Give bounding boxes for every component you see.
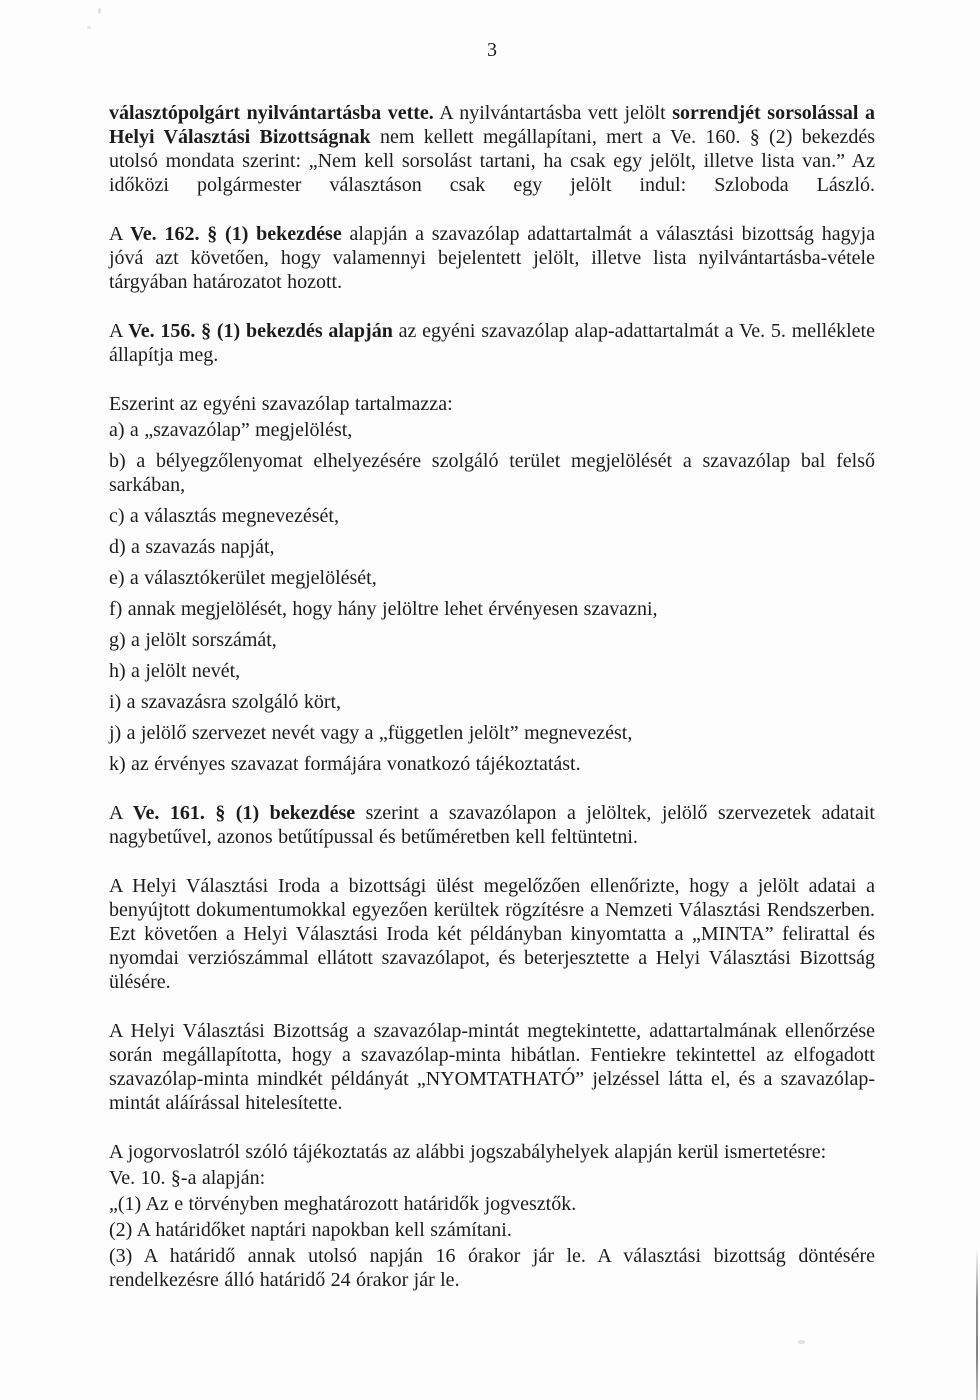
- list-item-10: [109, 628, 875, 652]
- text-run: f) annak megjelölését, hogy hány jelöltre lehet érvényesen szavazni,: [109, 598, 658, 620]
- text-run: d) a szavazás napját,: [109, 536, 275, 558]
- list-item-11: [109, 659, 875, 683]
- text-run: A: [109, 320, 129, 342]
- text-run: (3) A határidő annak utolsó napján 16 órakor jár le. A választási bizottság döntésére rendelkezésre álló határidő 24 órakor jár le.: [109, 1245, 875, 1291]
- bold-text-run: Ve. 161. § (1) bekezdése: [132, 802, 356, 824]
- text-line-4: [109, 418, 875, 442]
- paragraph-2: [109, 319, 875, 367]
- page-number: 3: [487, 39, 497, 61]
- list-item-5: [109, 449, 875, 497]
- text-run: a) a „szavazólap” megjelölést,: [109, 419, 353, 441]
- bold-text-run: sorrendjét sorsolással a Helyi Választási Bizottságnak: [109, 102, 875, 148]
- list-item-14: [109, 752, 875, 776]
- text-run: i) a szavazásra szolgáló kört,: [109, 691, 342, 713]
- text-run: g) a jelölt sorszámát,: [109, 629, 277, 651]
- text-line-18: [109, 1140, 875, 1164]
- document-body: [109, 101, 875, 1292]
- bold-text-run: választópolgárt nyilvántartásba vette.: [109, 102, 434, 124]
- text-run: az egyéni szavazólap alap-adattartalmát a Ve. 5. melléklete állapítja meg.: [109, 320, 875, 366]
- scan-speck-artifact: [87, 26, 91, 29]
- text-run: h) a jelölt nevét,: [109, 660, 241, 682]
- text-run: nem kellett megállapítani, mert a Ve. 160. § (2) bekezdés utolsó mondata szerint: „Nem kell sorsolást tartani, ha csak egy jelölt, illetve lista van.” Az időközi polgármester választáson csak egy jelölt indul: Szloboda László.: [109, 126, 875, 196]
- text-run: A Helyi Választási Bizottság a szavazólap-mintát megtekintette, adattartalmának ellenőrzése során megállapította, hogy a szavazólap-minta hibátlan. Fentiekre tekintettel az elfogadott szavazólap-minta mindkét példányát „NYOMTATHATÓ” jelzéssel látta el, és a szavazólap-mintát aláírással hitelesítette.: [109, 1020, 875, 1114]
- paragraph-22: [109, 1244, 875, 1292]
- scan-smudge-artifact: [798, 1340, 805, 1344]
- text-run: „(1) Az e törvényben meghatározott határidők jogvesztők.: [109, 1193, 577, 1215]
- scan-edge-artifact: [976, 1248, 978, 1400]
- list-item-8: [109, 566, 875, 590]
- text-run: A jogorvoslatról szóló tájékoztatás az alábbi jogszabályhelyek alapján kerül ismertetésre:: [109, 1141, 827, 1163]
- text-run: A: [109, 223, 131, 245]
- text-run: e) a választókerület megjelölését,: [109, 567, 377, 589]
- paragraph-15: [109, 801, 875, 849]
- text-run: A Helyi Választási Iroda a bizottsági ülést megelőzően ellenőrizte, hogy a jelölt adatai a benyújtott dokumentumokkal egyezően kerültek rögzítésre a Nemzeti Választási Rendszerben. Ezt követően a Helyi Választási Iroda két példányban kinyomtatta a „MINTA” felirattal és nyomdai verziószámmal ellátott szavazólapot, és beterjesztette a Helyi Választási Bizottság ülésére.: [109, 875, 875, 993]
- text-run: A nyilvántartásba vett jelölt: [433, 102, 673, 124]
- paragraph-16: [109, 874, 875, 994]
- text-line-20: [109, 1192, 875, 1216]
- text-run: Ve. 10. §-a alapján:: [109, 1167, 266, 1189]
- paragraph-17: [109, 1019, 875, 1115]
- text-run: b) a bélyegzőlenyomat elhelyezésére szolgáló terület megjelölését a szavazólap bal felső sarkában,: [109, 450, 875, 496]
- list-item-7: [109, 535, 875, 559]
- text-run: j) a jelölő szervezet nevét vagy a „független jelölt” megnevezést,: [109, 722, 633, 744]
- text-run: Eszerint az egyéni szavazólap tartalmazza:: [109, 393, 453, 415]
- text-line-19: [109, 1166, 875, 1190]
- bold-text-run: Ve. 162. § (1) bekezdése: [130, 223, 342, 245]
- list-item-13: [109, 721, 875, 745]
- text-line-3: [109, 392, 875, 416]
- text-run: (2) A határidőket naptári napokban kell számítani.: [109, 1219, 512, 1241]
- bold-text-run: Ve. 156. § (1) bekezdés alapján: [128, 320, 393, 342]
- list-item-9: [109, 597, 875, 621]
- text-line-21: [109, 1218, 875, 1242]
- text-run: k) az érvényes szavazat formájára vonatkozó tájékoztatást.: [109, 753, 581, 775]
- text-run: alapján a szavazólap adattartalmát a választási bizottság hagyja jóvá azt követően, hogy valamennyi bejelentett jelölt, illetve lista nyilvántartásba-vétele tárgyában határozatot hozott.: [109, 223, 875, 293]
- list-item-12: [109, 690, 875, 714]
- paragraph-1: [109, 222, 875, 294]
- text-run: szerint a szavazólapon a jelöltek, jelölő szervezetek adatait nagybetűvel, azonos betűtípussal és betűméretben kell feltüntetni.: [109, 802, 875, 848]
- paragraph-0: [109, 101, 875, 197]
- text-run: A: [109, 802, 133, 824]
- text-run: c) a választás megnevezését,: [109, 505, 339, 527]
- scan-speck-artifact: [98, 8, 101, 14]
- page-column: [109, 0, 875, 1292]
- list-item-6: [109, 504, 875, 528]
